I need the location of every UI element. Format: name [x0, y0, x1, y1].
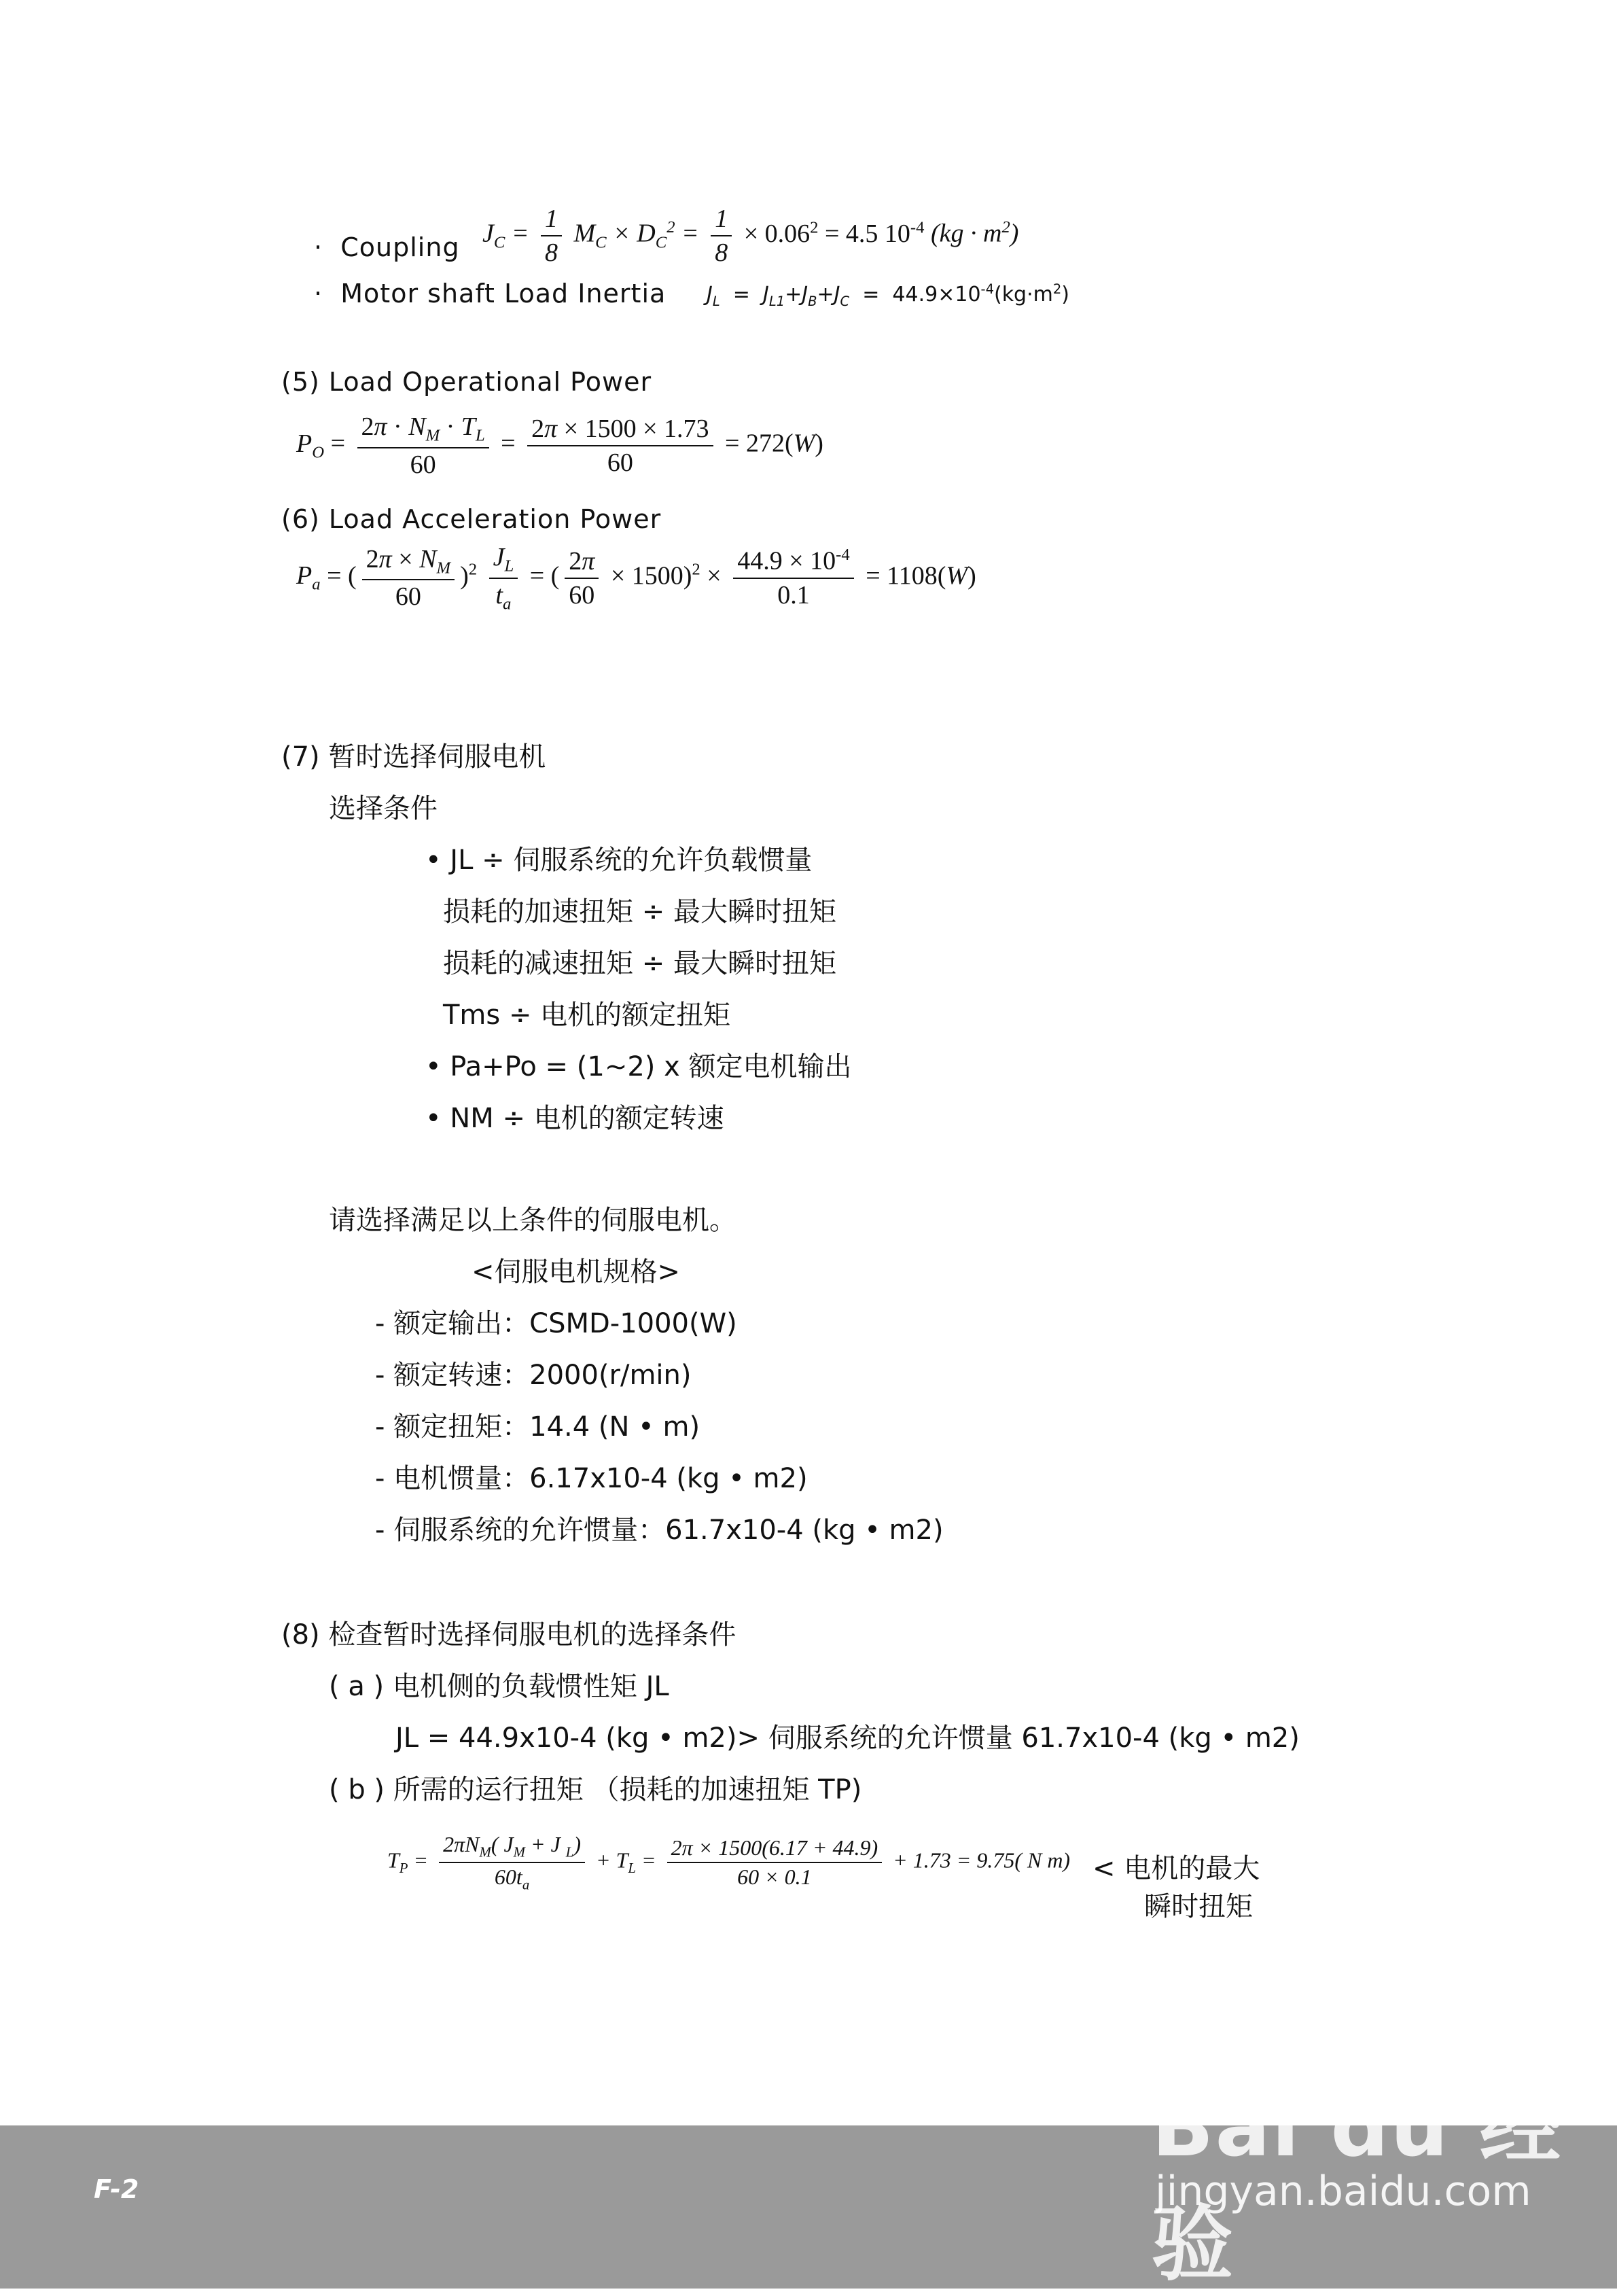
motor-inertia-formula: $J_L = J_{L1}+J_B+J_C = 44.9\times 10^{-4}(kg\cdot m^2)$ — [707, 281, 1070, 309]
torque-compare-2: 瞬时扭矩 — [1144, 1891, 1253, 1922]
motor-inertia-label: · Motor shaft Load Inertia — [314, 279, 667, 308]
section8-item-a: ( a ) 电机侧的负载惯性矩 JL — [329, 1671, 669, 1702]
coupling-formula: $J_C$ = $\frac{1}{8}$ $M_C \times D_C^2$ = $\frac{1}{8}$ × $0.06^2 = 4.5$ $10^{-4}$ $(kg \cdot m^2)$ — [482, 205, 1019, 267]
section5-heading: (5) Load Operational Power — [281, 367, 652, 397]
torque-formula: $T_P$ = $\frac{2\pi N_M( J_M + J _L)}{60t_a}$ + $T_L$ = $\frac{2\pi \times 1500(6.17 + 44.9)}{60 \times 0.1}$ + 1.73 = 9.75( N m) — [387, 1832, 1071, 1893]
condition-item: 损耗的减速扭矩 ÷ 最大瞬时扭矩 — [443, 948, 836, 979]
section8-heading: (8) 检查暂时选择伺服电机的选择条件 — [281, 1619, 736, 1650]
condition-item: • Pa+Po = (1~2) x 额定电机输出 — [425, 1051, 852, 1082]
spec-item: - 额定扭矩：14.4 (N • m) — [375, 1411, 700, 1443]
baidu-watermark-logo: Bai du 经验 — [1152, 2081, 1563, 2292]
page-number: F-2 — [94, 2174, 139, 2204]
condition-item: Tms ÷ 电机的额定扭矩 — [443, 1000, 731, 1031]
condition-item: • JL ÷ 伺服系统的允许负载惯量 — [425, 845, 813, 876]
section6-heading: (6) Load Acceleration Power — [281, 504, 662, 534]
condition-item: 损耗的加速扭矩 ÷ 最大瞬时扭矩 — [443, 896, 836, 928]
torque-compare-1: < 电机的最大 — [1092, 1853, 1260, 1884]
bullet-dot: · — [314, 232, 323, 262]
condition-item: • NM ÷ 电机的额定转速 — [425, 1103, 724, 1134]
spec-title: <伺服电机规格> — [472, 1256, 681, 1288]
instruction-text: 请选择满足以上条件的伺服电机。 — [329, 1205, 736, 1236]
section5-formula: $P_O$ = $\frac{2\pi \cdot N_M \cdot T_L}{60}$ = $\frac{2\pi \times 1500 \times 1.73}{60}$ = 272(W) — [296, 412, 823, 479]
baidu-watermark-url: jingyan.baidu.com — [1155, 2168, 1531, 2215]
section6-formula: $P_a$ = ( $\frac{2\pi \times N_M}{60}$ )$^2$ $\frac{J_L}{t_a}$ = ( $\frac{2\pi}{60}$ × 1500)$^2$ × $\frac{44.9 \times 10^{-4}}{0.1}$ = 1108(W) — [296, 543, 976, 614]
spec-item: - 额定输出：CSMD-1000(W) — [375, 1308, 737, 1339]
section8-item-b: ( b ) 所需的运行扭矩 （损耗的加速扭矩 TP) — [329, 1774, 862, 1805]
spec-item: - 额定转速：2000(r/min) — [375, 1360, 692, 1391]
section8-item-a-result: JL = 44.9x10-4 (kg • m2)> 伺服系统的允许惯量 61.7x10-4 (kg • m2) — [395, 1723, 1300, 1754]
section7-subheading: 选择条件 — [329, 793, 438, 824]
spec-item: - 伺服系统的允许惯量：61.7x10-4 (kg • m2) — [375, 1515, 944, 1546]
coupling-label: · Coupling — [314, 232, 460, 262]
spec-item: - 电机惯量：6.17x10-4 (kg • m2) — [375, 1463, 808, 1494]
section7-heading: (7) 暂时选择伺服电机 — [281, 741, 546, 773]
bullet-dot: · — [314, 279, 323, 308]
